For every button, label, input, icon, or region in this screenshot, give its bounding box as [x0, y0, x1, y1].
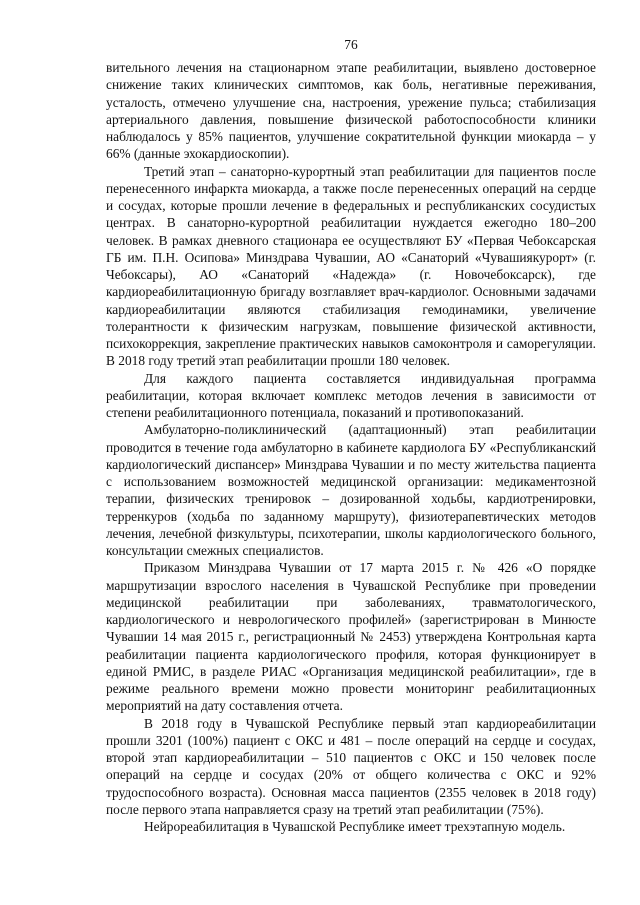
paragraph-neurorehabilitation: Нейрореабилитация в Чувашской Республике имеет трехэтапную модель.: [144, 819, 566, 834]
page-number: 76: [344, 37, 358, 52]
body-text: [106, 59, 596, 835]
paragraph-order: Приказом Минздрава Чувашии от 17 марта 2015 г. № 426 «О порядке маршрутизации взрослого населения в Чувашской Республике при проведении медицинской реабилитации при заболеваниях, травматологического, кардиологического и неврологического профилей» (зарегистрирован в Минюсте Чувашии 14 мая 2015 г., регистрационный № 2453) утверждена Контрольная карта реабилитации пациента кардиологического профиля, которая функционирует в единой РМИС, в разделе РИАС «Организация медицинской реабилитации», где в режиме реального времени можно провести мониторинг реабилитационных мероприятий на дату составления отчета.: [106, 560, 596, 714]
paragraph-continuation: вительного лечения на стационарном этапе реабилитации, выявлено достоверное снижение таких клинических симптомов, как боль, негативные переживания, усталость, отмечено улучшение сна, настроения, урежение пульса; стабилизация артериального давления, повышение физической работоспособности клиники наблюдалось у 85% пациентов, улучшение сократительной функции миокарда – у 66% (данные эхокардиоскопии).: [106, 60, 596, 162]
paragraph-outpatient-stage: Амбулаторно-поликлинический (адаптационный) этап реабилитации проводится в течение года амбулаторно в кабинете кардиолога БУ «Республиканский кардиологический диспансер» Минздрава Чувашии и по месту жительства пациента с использованием возможностей медицинской организации: медикаментозной терапии, физических тренировок – дозированной ходьбы, кардиотренировки, терренкуров (ходьба по заданному маршруту), физиотерапевтических методов лечения, лечебной физкультуры, психотерапии, школы кардиологического больного, консультации смежных специалистов.: [106, 422, 596, 558]
paragraph-third-stage: Третий этап – санаторно-курортный этап реабилитации для пациентов после перенесенного инфаркта миокарда, а также после перенесенных операций на сердце и сосудах, которые прошли лечение в федеральных и республиканских сосудистых центрах. В санаторно-курортной реабилитации нуждается ежегодно 180–200 человек. В рамках дневного стационара ее осуществляют БУ «Первая Чебоксарская ГБ им. П.Н. Осипова» Минздрава Чувашии, АО «Санаторий «Чувашиякурорт» (г. Чебоксары), АО «Санаторий «Надежда» (г. Новочебоксарск), где кардиореабилитационную бригаду возглавляет врач-кардиолог. Основными задачами кардиореабилитации являются стабилизация гемодинамики, увеличение толерантности к физическим нагрузкам, повышение физической активности, психокоррекция, закрепление практических навыков самоконтроля и саморегуляции. В 2018 году третий этап реабилитации прошли 180 человек.: [106, 163, 596, 369]
paragraph-individual-program: Для каждого пациента составляется индивидуальная программа реабилитации, которая включает комплекс методов лечения в зависимости от степени реабилитационного потенциала, показаний и противопоказаний.: [106, 370, 596, 420]
paragraph-statistics-2018: В 2018 году в Чувашской Республике первый этап кардиореабилитации прошли 3201 (100%) пациент с ОКС и 481 – после операций на сердце и сосудах, второй этап кардиореабилитации – 510 пациентов с ОКС и 150 человек после операций на сердце и сосудах (20% от общего количества с ОКС и 92% трудоспособного возраста). Основная масса пациентов (2355 человек в 2018 году) после первого этапа направляется сразу на третий этап реабилитации (75%).: [106, 715, 596, 817]
